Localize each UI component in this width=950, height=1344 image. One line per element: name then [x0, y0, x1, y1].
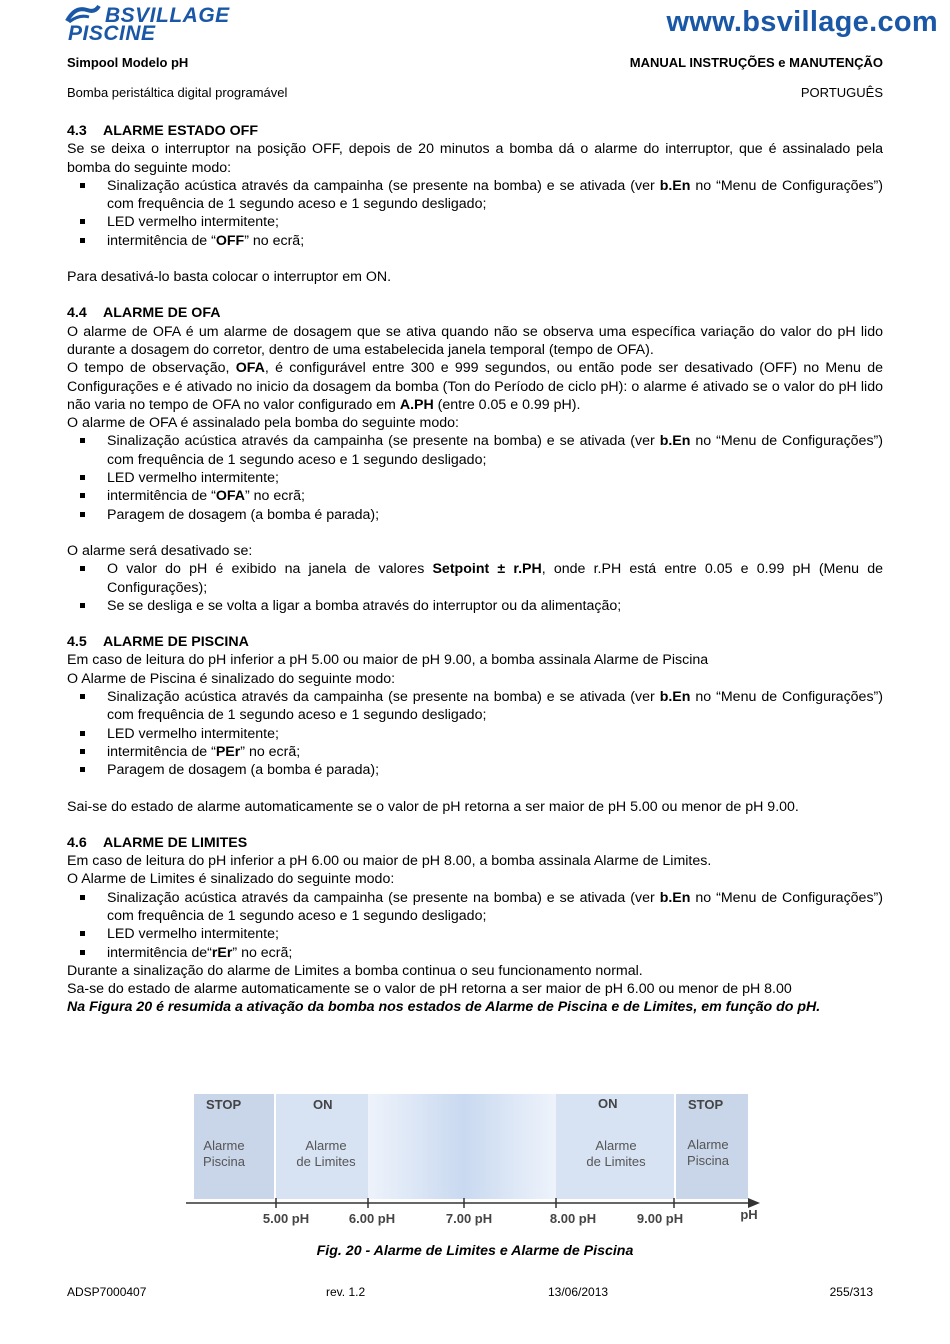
label-alarme-piscina-left-2: Piscina	[203, 1154, 245, 1169]
figure-intro: Na Figura 20 é resumida a ativação da bomba nos estados de Alarme de Piscina e de Limites, em função do pH.	[67, 999, 821, 1016]
section-heading-4-6	[67, 834, 883, 852]
paragraph: O Alarme de Limites é sinalizado do seguinte modo:	[67, 871, 395, 888]
list-item: LED vermelho intermitente;	[67, 213, 883, 231]
label-alarme-limites-left-2: de Limites	[296, 1154, 356, 1169]
footer-revision: rev. 1.2	[326, 1285, 366, 1299]
section-number: 4.5	[67, 634, 87, 651]
manual-title: MANUAL INSTRUÇÕES e MANUTENÇÃO	[629, 55, 883, 70]
figure-caption: Fig. 20 - Alarme de Limites e Alarme de Piscina	[316, 1243, 634, 1259]
list-item: Se se desliga e se volta a ligar a bomba através do interruptor ou da alimentação;	[67, 597, 883, 615]
bullet-list	[67, 432, 883, 523]
tick-label: 9.00 pH	[636, 1211, 684, 1226]
section-heading-4-3	[67, 122, 883, 140]
tick-label: 5.00 pH	[262, 1211, 310, 1226]
label-on-left: ON	[313, 1097, 333, 1112]
bullet-list	[67, 889, 883, 962]
zone-normal-right	[464, 1094, 556, 1199]
label-alarme-piscina-right-2: Piscina	[687, 1153, 729, 1168]
section-title: ALARME ESTADO OFF	[103, 123, 259, 139]
footer-doc-code: ADSP7000407	[67, 1285, 147, 1299]
list-item: Sinalização acústica através da campainha (se presente na bomba) e se ativada (ver b.En no “Menu de Configurações”) com frequência de 1 segundo aceso e 1 segundo desligado;	[67, 889, 883, 926]
label-alarme-limites-right-2: de Limites	[586, 1154, 646, 1169]
paragraph: O alarme será desativado se:	[67, 542, 253, 559]
paragraph: Sa-se do estado de alarme automaticamente se o valor de pH retorna a ser maior de pH 6.00 ou menor de pH 8.00	[67, 981, 792, 998]
list-item: Paragem de dosagem (a bomba é parada);	[67, 761, 883, 779]
section-title: ALARME DE OFA	[103, 305, 221, 322]
brand-logo	[65, 2, 230, 45]
paragraph: O Alarme de Piscina é sinalizado do seguinte modo:	[67, 670, 396, 687]
label-alarme-piscina-right-1: Alarme	[687, 1137, 729, 1152]
paragraph: Sai-se do estado de alarme automaticamente se o valor de pH retorna a ser maior de pH 5.00 ou menor de pH 9.00.	[67, 798, 799, 815]
section-number: 4.6	[67, 834, 87, 851]
paragraph: Em caso de leitura do pH inferior a pH 5.00 ou maior de pH 9.00, a bomba assinala Alarme de Piscina	[67, 652, 709, 669]
wave-logo-icon	[65, 4, 101, 23]
list-item: Sinalização acústica através da campainha (se presente na bomba) e se ativada (ver b.En no “Menu de Configurações”) com frequência de 1 segundo aceso e 1 segundo desligado;	[67, 688, 883, 725]
ph-alarm-diagram	[186, 1090, 766, 1235]
list-item: intermitência de “OFA” no ecrã;	[67, 487, 883, 505]
list-item: O valor do pH é exibido na janela de valores Setpoint ± r.PH, onde r.PH está entre 0.05 e 0.99 pH (Menu de Configurações);	[67, 560, 883, 597]
list-item: Sinalização acústica através da campainha (se presente na bomba) e se ativada (ver b.En no “Menu de Configurações”) com frequência de 1 segundo aceso e 1 segundo desligado;	[67, 432, 883, 469]
paragraph: Para desativá-lo basta colocar o interruptor em ON.	[67, 269, 392, 286]
bullet-list	[67, 177, 883, 250]
list-item: LED vermelho intermitente;	[67, 725, 883, 743]
paragraph: Em caso de leitura do pH inferior a pH 6.00 ou maior de pH 8.00, a bomba assinala Alarme de Limites.	[67, 853, 712, 870]
page-content	[67, 122, 883, 1017]
axis-label: pH	[740, 1207, 758, 1222]
list-item: LED vermelho intermitente;	[67, 469, 883, 487]
product-description: Bomba peristáltica digital programável	[67, 85, 288, 100]
label-stop-left: STOP	[206, 1097, 242, 1112]
list-item: Sinalização acústica através da campainha (se presente na bomba) e se ativada (ver b.En no “Menu de Configurações”) com frequência de 1 segundo aceso e 1 segundo desligado;	[67, 177, 883, 214]
bullet-list	[67, 688, 883, 779]
label-alarme-limites-left-1: Alarme	[305, 1138, 347, 1153]
tick-label: 6.00 pH	[348, 1211, 396, 1226]
list-item: intermitência de “OFF” no ecrã;	[67, 232, 883, 250]
section-title: ALARME DE PISCINA	[103, 634, 249, 651]
list-item: LED vermelho intermitente;	[67, 925, 883, 943]
list-item: intermitência de“rEr” no ecrã;	[67, 944, 883, 962]
paragraph: O tempo de observação, OFA, é configurável entre 300 e 999 segundos, ou então pode ser desativado (OFF) no Menu de Configurações e é ativado no inicio da dosagem da bomba (Ton do Período de ciclo pH): o alarme é ativado se o valor do pH lido não varia no tempo de OFA no valor configurado em A.PH (entre 0.05 e 0.99 pH).	[67, 360, 883, 413]
website-url: www.bsvillage.com	[666, 6, 938, 38]
section-heading-4-5	[67, 633, 883, 651]
language-label: PORTUGUÊS	[800, 85, 883, 100]
label-alarme-piscina-left-1: Alarme	[203, 1138, 245, 1153]
zone-normal-left	[368, 1094, 464, 1199]
section-number: 4.4	[67, 305, 87, 322]
section-title: ALARME DE LIMITES	[103, 834, 248, 851]
logo-text-top: BSVILLAGE	[105, 4, 230, 27]
paragraph: O alarme de OFA é um alarme de dosagem que se ativa quando não se observa uma específica variação do valor do pH lido durante a dosagem do corretor, dentro de uma estabelecida janela temporal (tempo de OFA).	[67, 323, 883, 358]
list-item: Paragem de dosagem (a bomba é parada);	[67, 506, 883, 524]
label-alarme-limites-right-1: Alarme	[595, 1138, 637, 1153]
section-heading-4-4	[67, 304, 883, 322]
tick-label: 7.00 pH	[445, 1211, 493, 1226]
footer-date: 13/06/2013	[548, 1285, 609, 1299]
paragraph: Durante a sinalização do alarme de Limites a bomba continua o seu funcionamento normal.	[67, 962, 643, 979]
list-item: intermitência de “PEr” no ecrã;	[67, 743, 883, 761]
label-on-right: ON	[598, 1096, 618, 1111]
product-name: Simpool Modelo pH	[67, 55, 189, 70]
paragraph: Se se deixa o interruptor na posição OFF, depois de 20 minutos a bomba dá o alarme do interruptor, que é assinalado pela bomba do seguinte modo:	[67, 141, 883, 176]
bullet-list	[67, 560, 883, 615]
footer-page-number: 255/313	[829, 1285, 873, 1299]
tick-label: 8.00 pH	[549, 1211, 597, 1226]
section-number: 4.3	[67, 123, 87, 139]
label-stop-right: STOP	[688, 1097, 724, 1112]
logo-text-bottom: PISCINE	[68, 22, 156, 45]
paragraph: O alarme de OFA é assinalado pela bomba do seguinte modo:	[67, 415, 459, 432]
